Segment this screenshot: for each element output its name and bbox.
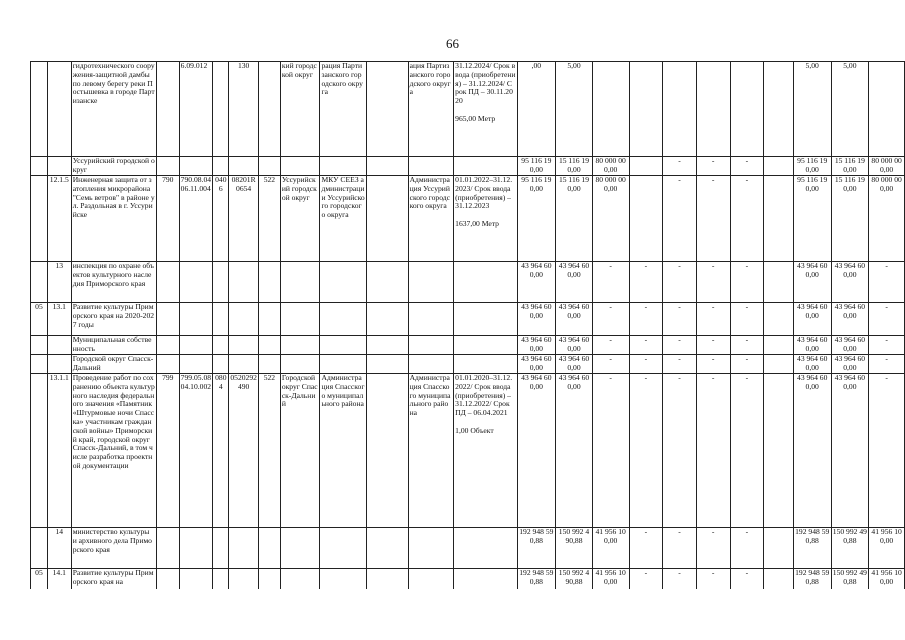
table-cell <box>730 62 764 157</box>
table-cell: 95 116 190,00 <box>793 157 831 176</box>
table-cell <box>156 303 179 336</box>
table-cell <box>280 569 320 589</box>
budget-table <box>30 61 905 589</box>
table-cell <box>156 62 179 157</box>
table-cell <box>408 303 454 336</box>
table-cell <box>280 336 320 355</box>
table-cell: гидротехнического сооружения-защитной дамбы по левому берегу реки Постышевка в городе Партизанске <box>71 62 156 157</box>
table-row <box>31 374 905 528</box>
table-cell: - <box>592 374 629 528</box>
table-cell: 95 116 190,00 <box>517 157 556 176</box>
table-cell: 192 948 590,88 <box>517 528 556 569</box>
table-cell <box>213 336 229 355</box>
table-cell <box>367 157 409 176</box>
table-cell <box>47 62 71 157</box>
table-cell: - <box>663 157 697 176</box>
table-cell <box>31 157 48 176</box>
table-cell <box>259 303 281 336</box>
table-cell: Уссурийский городской округ <box>280 176 320 262</box>
table-row <box>31 569 905 589</box>
table-cell <box>229 528 259 569</box>
table-cell: 43 964 600,00 <box>517 355 556 374</box>
table-cell <box>156 528 179 569</box>
table-cell: 522 <box>259 374 281 528</box>
table-cell <box>454 303 517 336</box>
table-cell: Администрация Уссурийского городского округа <box>408 176 454 262</box>
table-cell: - <box>869 336 905 355</box>
table-cell: рация Партизанского городского округа <box>320 62 367 157</box>
table-cell <box>408 355 454 374</box>
table-cell: - <box>730 157 764 176</box>
table-cell <box>31 355 48 374</box>
table-cell <box>280 157 320 176</box>
table-cell: 43 964 600,00 <box>556 355 593 374</box>
table-cell: министерство культуры и архивного дела Приморского края <box>71 528 156 569</box>
table-cell: 43 964 600,00 <box>793 262 831 303</box>
table-cell: 799.05.0804.10.002 <box>179 374 213 528</box>
table-cell <box>229 336 259 355</box>
table-cell: - <box>663 336 697 355</box>
table-cell: инспекция по охране объектов культурного наследия Приморского края <box>71 262 156 303</box>
table-cell: 13 <box>47 262 71 303</box>
table-cell: - <box>663 355 697 374</box>
table-cell: Муниципальная собственность <box>71 336 156 355</box>
table-cell: - <box>730 303 764 336</box>
table-cell <box>259 157 281 176</box>
table-cell: 80 000 000,00 <box>592 176 629 262</box>
table-row <box>31 528 905 569</box>
table-cell: 14 <box>47 528 71 569</box>
table-cell: Проведение работ по сохранению объекта культурного наследия федерального значения «Памятник «Штурмовые ночи Спасска» участникам гражданской войны» Приморский край, городской округ Спасск-Дальний, в том числе разработка проектной документации <box>71 374 156 528</box>
table-cell <box>179 303 213 336</box>
table-cell: 43 964 600,00 <box>831 336 869 355</box>
table-cell <box>367 176 409 262</box>
table-cell <box>408 262 454 303</box>
table-cell: - <box>663 528 697 569</box>
table-cell <box>367 336 409 355</box>
table-cell: 41 956 100,00 <box>592 528 629 569</box>
table-cell <box>31 176 48 262</box>
table-cell: - <box>696 157 730 176</box>
table-cell: 192 948 590,88 <box>793 528 831 569</box>
table-cell: ация Партизанского городского округа <box>408 62 454 157</box>
table-cell <box>764 303 794 336</box>
table-cell <box>408 157 454 176</box>
table-cell: - <box>663 176 697 262</box>
table-cell: 150 992 490,88 <box>556 569 593 589</box>
table-cell <box>592 62 629 157</box>
table-cell <box>213 303 229 336</box>
table-cell: 130 <box>229 62 259 157</box>
table-cell: 05 <box>31 303 48 336</box>
table-cell: - <box>592 355 629 374</box>
table-cell: Администрация Спасского муниципального района <box>320 374 367 528</box>
table-cell: 5,00 <box>793 62 831 157</box>
table-cell <box>259 355 281 374</box>
table-row <box>31 262 905 303</box>
table-cell: кий городской округ <box>280 62 320 157</box>
table-cell <box>156 336 179 355</box>
table-cell: 05 <box>31 569 48 589</box>
table-cell: - <box>730 176 764 262</box>
table-cell: - <box>869 262 905 303</box>
table-cell: - <box>629 374 663 528</box>
table-cell: - <box>730 336 764 355</box>
table-cell: - <box>663 374 697 528</box>
table-cell <box>367 303 409 336</box>
table-cell <box>764 528 794 569</box>
table-cell: - <box>663 569 697 589</box>
table-cell: 95 116 190,00 <box>517 176 556 262</box>
table-cell: 14.1 <box>47 569 71 589</box>
table-cell <box>629 157 663 176</box>
table-cell: 192 948 590,88 <box>793 569 831 589</box>
table-cell: - <box>730 262 764 303</box>
table-cell: - <box>629 262 663 303</box>
table-cell <box>320 336 367 355</box>
table-cell: - <box>696 528 730 569</box>
table-cell: 41 956 100,00 <box>592 569 629 589</box>
table-cell: ,00 <box>517 62 556 157</box>
table-cell: 0520292490 <box>229 374 259 528</box>
table-cell <box>367 262 409 303</box>
table-cell <box>259 569 281 589</box>
table-cell <box>213 157 229 176</box>
table-cell: 43 964 600,00 <box>517 374 556 528</box>
table-cell <box>179 569 213 589</box>
table-cell: - <box>629 528 663 569</box>
table-cell: 15 116 190,00 <box>556 176 593 262</box>
table-cell <box>229 262 259 303</box>
table-cell: 95 116 190,00 <box>793 176 831 262</box>
table-cell <box>259 336 281 355</box>
table-cell: 43 964 600,00 <box>793 336 831 355</box>
table-cell <box>663 62 697 157</box>
table-cell <box>320 262 367 303</box>
table-cell: - <box>629 569 663 589</box>
table-cell: 43 964 600,00 <box>556 336 593 355</box>
table-cell <box>31 62 48 157</box>
table-cell: 43 964 600,00 <box>831 303 869 336</box>
table-cell: - <box>696 569 730 589</box>
table-cell: - <box>663 303 697 336</box>
table-cell <box>454 336 517 355</box>
table-cell <box>367 528 409 569</box>
table-cell: 15 116 190,00 <box>831 157 869 176</box>
table-cell: 5,00 <box>556 62 593 157</box>
table-cell: - <box>696 355 730 374</box>
table-cell <box>320 303 367 336</box>
table-cell: 01.01.2022–31.12.2023/ Срок ввода (приобретения) – 31.12.2023 1637,00 Метр <box>454 176 517 262</box>
table-cell: - <box>696 176 730 262</box>
table-row <box>31 336 905 355</box>
table-cell: 6.09.012 <box>179 62 213 157</box>
table-cell: - <box>629 303 663 336</box>
table-cell <box>454 262 517 303</box>
table-cell: МКУ СЕЕЗ администрации Уссурийского городского округа <box>320 176 367 262</box>
table-cell: 80 000 000,00 <box>869 157 905 176</box>
table-cell: 80 000 000,00 <box>869 176 905 262</box>
table-cell <box>869 62 905 157</box>
table-cell <box>229 355 259 374</box>
table-row <box>31 176 905 262</box>
table-cell: Инженерная защита от затопления микрорайона "Семь ветров" в районе ул. Раздольная в г. Уссурийске <box>71 176 156 262</box>
table-cell: 43 964 600,00 <box>556 262 593 303</box>
table-cell <box>156 262 179 303</box>
table-cell: Уссурийский городской округ <box>72 156 155 174</box>
table-cell <box>280 355 320 374</box>
table-cell <box>229 569 259 589</box>
table-cell <box>367 374 409 528</box>
table-cell <box>280 528 320 569</box>
table-cell <box>47 336 71 355</box>
table-cell: 01.01.2020–31.12.2022/ Срок ввода (приобретения) – 31.12.2022/ Срок ПД – 06.04.2021 1,00 Объект <box>454 374 517 528</box>
table-cell: 43 964 600,00 <box>517 303 556 336</box>
table-cell <box>764 262 794 303</box>
table-cell <box>280 303 320 336</box>
table-cell <box>213 355 229 374</box>
table-cell: 0406 <box>213 176 229 262</box>
table-cell: 0804 <box>213 374 229 528</box>
table-cell: 43 964 600,00 <box>831 374 869 528</box>
table-cell: - <box>869 303 905 336</box>
table-cell: 43 964 600,00 <box>793 374 831 528</box>
table-cell: 15 116 190,00 <box>831 176 869 262</box>
table-cell <box>31 262 48 303</box>
table-cell: 43 964 600,00 <box>556 303 593 336</box>
table-cell: 790 <box>156 176 179 262</box>
table-cell: - <box>730 374 764 528</box>
table-cell: - <box>696 336 730 355</box>
table-cell <box>213 528 229 569</box>
table-cell: 192 948 590,88 <box>517 569 556 589</box>
table-cell: - <box>696 262 730 303</box>
table-cell <box>47 355 71 374</box>
table-cell <box>454 355 517 374</box>
table-cell <box>764 157 794 176</box>
table-cell: - <box>592 336 629 355</box>
table-cell: 08201R0654 <box>229 176 259 262</box>
table-cell: 43 964 600,00 <box>517 336 556 355</box>
table-cell: 150 992 490,88 <box>831 528 869 569</box>
table-cell: 80 000 000,00 <box>592 157 629 176</box>
table-cell: 15 116 190,00 <box>556 157 593 176</box>
table-cell <box>320 569 367 589</box>
table-cell <box>367 355 409 374</box>
table-cell: - <box>869 374 905 528</box>
table-cell <box>629 176 663 262</box>
table-cell: - <box>663 262 697 303</box>
table-cell <box>213 62 229 157</box>
table-cell <box>179 157 213 176</box>
table-cell <box>629 62 663 157</box>
table-cell <box>454 528 517 569</box>
table-cell: 790.08.0406.11.004 <box>179 176 213 262</box>
table-cell <box>47 157 71 176</box>
table-cell <box>259 262 281 303</box>
table-cell: 41 956 100,00 <box>869 528 905 569</box>
table-cell <box>156 569 179 589</box>
table-row <box>31 355 905 374</box>
table-cell: Развитие культуры Приморского края на <box>71 569 156 589</box>
table-cell: 12.1.5 <box>47 176 71 262</box>
table-cell: Городской округ Спасск-Дальний <box>280 374 320 528</box>
table-cell <box>408 569 454 589</box>
table-cell: 43 964 600,00 <box>831 262 869 303</box>
table-cell <box>213 569 229 589</box>
table-cell: - <box>592 303 629 336</box>
table-cell <box>764 62 794 157</box>
table-cell: - <box>696 303 730 336</box>
page-number: 66 <box>446 36 459 51</box>
table-cell: 799 <box>156 374 179 528</box>
table-cell: - <box>869 355 905 374</box>
table-cell <box>320 157 367 176</box>
table-cell <box>320 355 367 374</box>
table-cell <box>764 176 794 262</box>
table-cell <box>408 528 454 569</box>
table-cell <box>31 528 48 569</box>
table-cell <box>179 355 213 374</box>
table-cell: 150 992 490,88 <box>831 569 869 589</box>
table-cell <box>696 62 730 157</box>
table-cell: 5,00 <box>831 62 869 157</box>
table-cell: 41 956 100,00 <box>869 569 905 589</box>
table-cell <box>156 157 179 176</box>
table-cell: 522 <box>259 176 281 262</box>
table-cell <box>213 262 229 303</box>
table-cell <box>259 62 281 157</box>
table-cell <box>229 157 259 176</box>
table-cell: 150 992 490,88 <box>556 528 593 569</box>
table-cell: 43 964 600,00 <box>793 355 831 374</box>
table-cell <box>179 336 213 355</box>
table-cell: Городской округ Спасск-Дальний <box>71 355 156 374</box>
table-cell <box>31 336 48 355</box>
table-cell <box>764 374 794 528</box>
table-cell: Развитие культуры Приморского края на 2020-2027 годы <box>71 303 156 336</box>
table-cell <box>320 528 367 569</box>
table-cell: Администрация Спасского муниципального района <box>408 374 454 528</box>
table-cell: - <box>696 374 730 528</box>
table-cell <box>31 374 48 528</box>
table-cell: - <box>629 336 663 355</box>
table-cell: - <box>629 355 663 374</box>
table-cell <box>764 336 794 355</box>
table-row <box>31 303 905 336</box>
table-cell: 43 964 600,00 <box>556 374 593 528</box>
table-cell <box>179 262 213 303</box>
table-cell <box>764 569 794 589</box>
table-cell: - <box>730 569 764 589</box>
table-cell <box>454 157 517 176</box>
table-cell <box>156 355 179 374</box>
table-cell <box>259 528 281 569</box>
table-cell: - <box>592 262 629 303</box>
table-cell: 43 964 600,00 <box>517 262 556 303</box>
table-cell <box>280 262 320 303</box>
table-cell: - <box>730 528 764 569</box>
table-cell <box>367 62 409 157</box>
table-cell: 31.12.2024/ Срок ввода (приобретения) – 31.12.2024/ Срок ПД – 30.11.2020 965,00 Метр <box>454 62 517 157</box>
table-cell <box>229 303 259 336</box>
table-row <box>31 62 905 157</box>
table-cell <box>454 569 517 589</box>
table-cell: 13.1 <box>47 303 71 336</box>
table-cell <box>367 569 409 589</box>
table-cell: - <box>730 355 764 374</box>
table-cell: 43 964 600,00 <box>831 355 869 374</box>
table-cell <box>764 355 794 374</box>
table-cell <box>408 336 454 355</box>
table-cell: 43 964 600,00 <box>793 303 831 336</box>
table-cell <box>179 528 213 569</box>
table-cell: 13.1.1 <box>47 374 71 528</box>
table-row <box>31 157 905 176</box>
